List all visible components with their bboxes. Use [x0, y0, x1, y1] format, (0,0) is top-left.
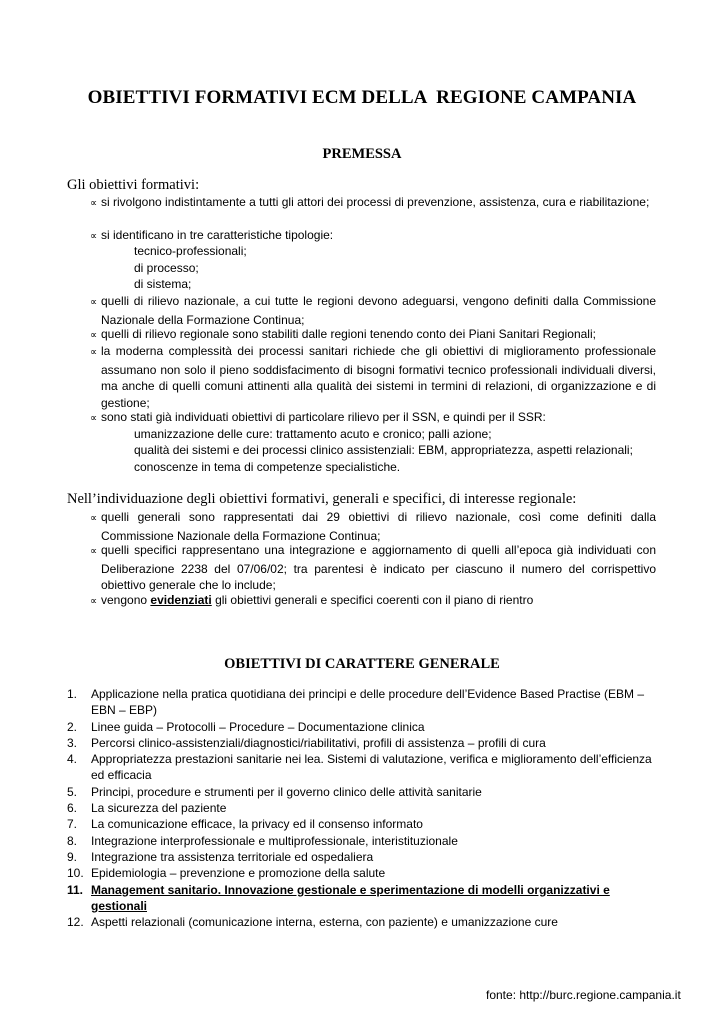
- item-text: Principi, procedure e strumenti per il governo clinico delle attività sanitarie: [91, 784, 482, 799]
- list-item: [67, 686, 667, 719]
- item-text: Epidemiologia – prevenzione e promozione della salute: [91, 866, 386, 881]
- premessa-bullet-3: [90, 293, 656, 328]
- list-item: [67, 784, 667, 800]
- item-number: 8.: [67, 833, 78, 848]
- item-text: Linee guida – Protocolli – Procedure – Documentazione clinica: [91, 719, 425, 734]
- bullet-marker-icon: ∝: [90, 347, 98, 358]
- list-item: [67, 865, 667, 881]
- list-item: [67, 719, 667, 735]
- list-item-highlighted: [67, 882, 667, 915]
- individuazione-bullet-3: [90, 592, 656, 611]
- highlight-word: evidenziati: [150, 593, 212, 607]
- item-number: 1.: [67, 687, 78, 701]
- bullet-marker-icon: ∝: [90, 413, 98, 424]
- item-number: 5.: [67, 784, 78, 799]
- bullet-text: quelli di rilievo regionale sono stabiliti dalle regioni tenendo conto dei Piani Sanitari Regionali;: [101, 327, 596, 341]
- item-text: Management sanitario. Innovazione gestionale e sperimentazione di modelli organizzativi e gestionali: [91, 882, 610, 913]
- list-item: [67, 816, 667, 832]
- bullet-text: quelli generali sono rappresentati dai 29 obiettivi di rilievo nazionale, così come definiti dalla Commissione Nazionale della Formazione Continua;: [101, 510, 656, 543]
- premessa-bullet-4: [90, 326, 656, 345]
- rilievo-item: conoscenze in tema di competenze specialistiche.: [134, 460, 401, 474]
- tipologia-item: di processo;: [134, 261, 199, 275]
- item-number: 7.: [67, 817, 78, 832]
- item-number: 12.: [67, 915, 84, 930]
- bullet-text: si identificano in tre caratteristiche tipologie:: [101, 228, 334, 242]
- item-number: 4.: [67, 752, 78, 767]
- premessa-heading: PREMESSA: [322, 146, 402, 162]
- premessa-bullet-5: [90, 343, 656, 411]
- list-item: [67, 800, 667, 816]
- document-title: OBIETTIVI FORMATIVI ECM DELLA REGIONE CAMPANIA: [87, 87, 637, 108]
- premessa-intro: Gli obiettivi formativi:: [67, 177, 200, 193]
- bullet-text-pre: vengono: [101, 593, 151, 607]
- source-footer: fonte: http://burc.regione.campania.it: [486, 988, 681, 1002]
- list-item: [67, 849, 667, 865]
- item-text: Integrazione interprofessionale e multiprofessionale, interistituzionale: [91, 833, 458, 848]
- item-text: La comunicazione efficace, la privacy ed il consenso informato: [91, 817, 423, 832]
- bullet-marker-icon: ∝: [90, 198, 98, 209]
- tipologia-item: di sistema;: [134, 277, 192, 291]
- premessa-bullet-6: [90, 409, 656, 428]
- list-item: [67, 833, 667, 849]
- individuazione-bullet-1: [90, 509, 656, 544]
- tipologia-item: tecnico-professionali;: [134, 244, 247, 258]
- item-text: Integrazione tra assistenza territoriale ed ospedaliera: [91, 849, 374, 864]
- bullet-text: si rivolgono indistintamente a tutti gli attori dei processi di prevenzione, assistenza, cura e riabilitazione;: [101, 195, 650, 209]
- bullet-marker-icon: ∝: [90, 596, 98, 607]
- generale-list: [67, 686, 667, 930]
- item-text: Percorsi clinico-assistenziali/diagnostici/riabilitativi, profili di assistenza – profili di cura: [91, 735, 546, 750]
- item-number: 6.: [67, 801, 78, 816]
- bullet-text: quelli di rilievo nazionale, a cui tutte le regioni devono adeguarsi, vengono definiti dalla Commissione Nazionale della Formazione Continua;: [101, 294, 656, 327]
- individuazione-bullet-2: [90, 542, 656, 594]
- bullet-text: sono stati già individuati obiettivi di particolare rilievo per il SSN, e quindi per il SSR:: [101, 410, 546, 424]
- premessa-bullet-1: [90, 194, 656, 213]
- bullet-marker-icon: ∝: [90, 231, 98, 242]
- item-text: Aspetti relazionali (comunicazione interna, esterna, con paziente) e umanizzazione cure: [91, 915, 558, 930]
- item-text: La sicurezza del paziente: [91, 801, 227, 816]
- item-number: 2.: [67, 719, 78, 734]
- item-number: 11.: [67, 882, 84, 897]
- bullet-marker-icon: ∝: [90, 330, 98, 341]
- item-number: 9.: [67, 849, 78, 864]
- item-number: 3.: [67, 735, 78, 750]
- item-number: 10.: [67, 866, 84, 881]
- item-text: Applicazione nella pratica quotidiana dei principi e delle procedure dell’Evidence Based Practise (EBM – EBN – EBP): [91, 687, 644, 718]
- rilievo-item: qualità dei sistemi e dei processi clinico assistenziali: EBM, appropriatezza, aspetti relazionali;: [134, 443, 633, 457]
- bullet-text-post: gli obiettivi generali e specifici coerenti con il piano di rientro: [211, 593, 534, 607]
- bullet-text: la moderna complessità dei processi sanitari richiede che gli obiettivi di miglioramento professionale assumano non solo il pieno soddisfacimento di bisogni formativi tecnico professionali individuali diversi, ma anche di quelli comuni attinenti alla qualità dei sistemi in termini di relazioni, di organizzazione e di gestione;: [101, 344, 656, 410]
- list-item: [67, 735, 667, 751]
- list-item: [67, 751, 667, 784]
- bullet-text: quelli specifici rappresentano una integrazione e aggiornamento di quelli all’epoca già individuati con Deliberazione 2238 del 07/06/02; tra parentesi è indicato per ciascuno il numero del corrispettivo obiettivo generale che lo include;: [101, 543, 656, 592]
- list-item: [67, 914, 667, 930]
- item-text: Appropriatezza prestazioni sanitarie nei lea. Sistemi di valutazione, verifica e miglioramento dell’efficienza ed efficacia: [91, 752, 652, 783]
- bullet-marker-icon: ∝: [90, 513, 98, 524]
- rilievo-item: umanizzazione delle cure: trattamento acuto e cronico; palli azione;: [134, 427, 492, 441]
- bullet-marker-icon: ∝: [90, 297, 98, 308]
- individuazione-intro: Nell’individuazione degli obiettivi formativi, generali e specifici, di interesse regionale:: [67, 491, 577, 507]
- bullet-marker-icon: ∝: [90, 546, 98, 557]
- generale-heading: OBIETTIVI DI CARATTERE GENERALE: [224, 656, 500, 672]
